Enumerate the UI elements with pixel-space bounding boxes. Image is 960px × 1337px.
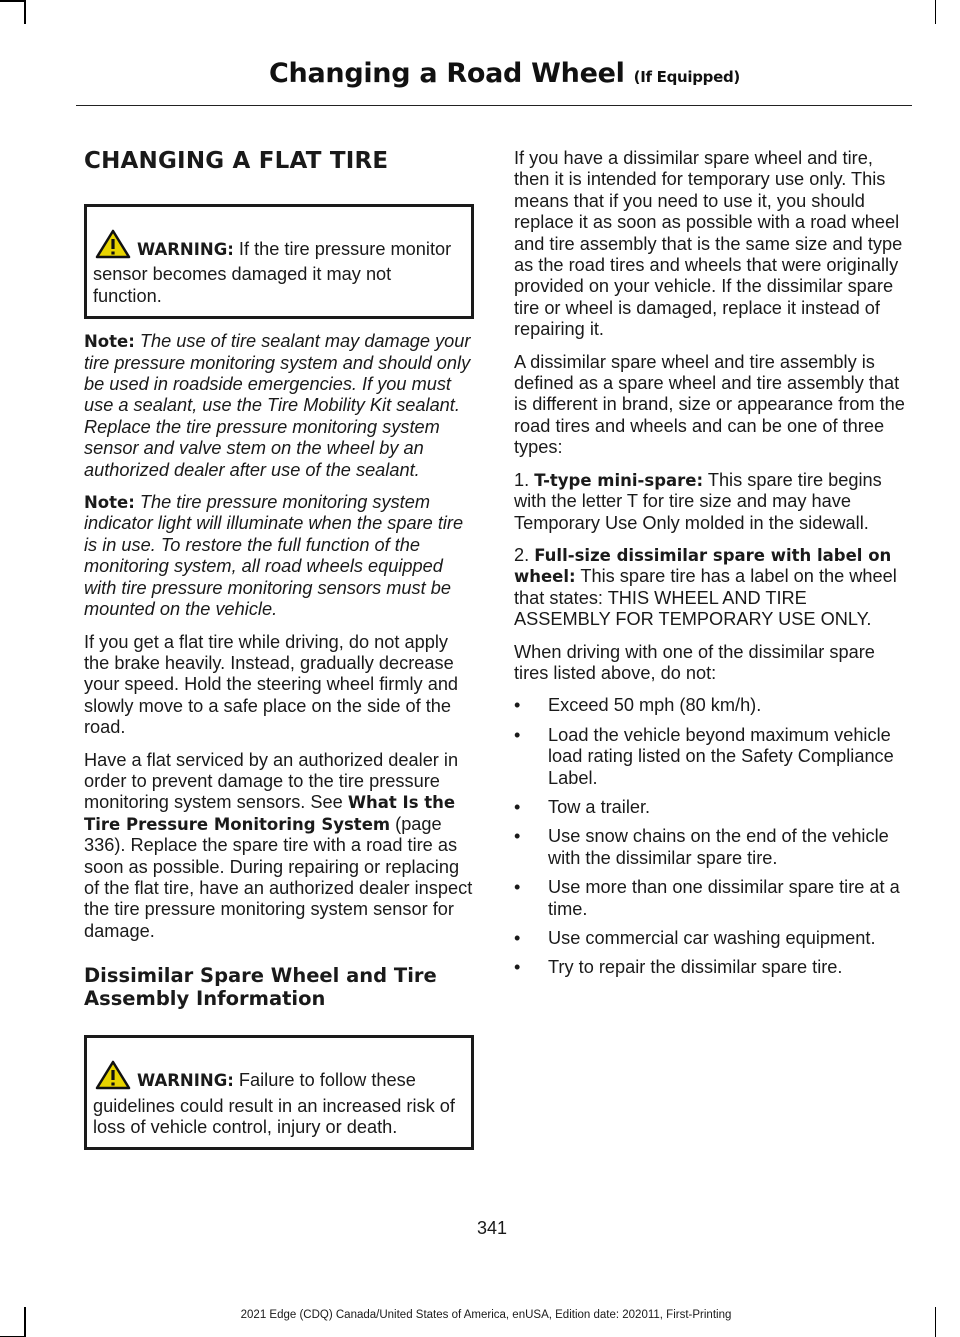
note-text: The tire pressure monitoring system indicator light will illuminate when the spare tire is in use. To restore the full function of the monitoring system, all road wheels equipped with tire pressure monitoring sensors must be mounted on the vehicle. (84, 492, 464, 620)
item-text: This spare tire begins with the letter T for tire size and may have Temporary Use Only molded in the sidewall. (514, 469, 882, 533)
page-reference: (page 336). (84, 813, 442, 856)
list-item-text: Use more than one dissimilar spare tire at a time. (548, 877, 900, 919)
right-column (514, 148, 906, 987)
note-text: The use of tire sealant may damage your tire pressure monitoring system and should only be used in roadside emergencies. If you must use a sealant, use the Tire Mobility Kit sealant. Replace the tire pressure monitoring system sensor and valve stem on the wheel by an authorized dealer after use of the sealant. (84, 331, 471, 480)
page-header-title (269, 58, 740, 89)
list-item-text: Use snow chains on the end of the vehicle with the dissimilar spare tire. (548, 826, 889, 868)
list-item (514, 826, 906, 869)
note-paragraph (84, 492, 474, 620)
body-paragraph: If you get a flat tire while driving, do not apply the brake heavily. Instead, gradually decrease your speed. Hold the steering wheel firmly and slowly move to a safe place on the side of the road. (84, 631, 459, 738)
bullet: • (514, 724, 521, 745)
numbered-item (514, 470, 906, 534)
crop-mark (935, 0, 937, 24)
footer-text: 2021 Edge (CDQ) Canada/United States of America, enUSA, Edition date: 202011, First-Printing (240, 1309, 732, 1321)
bullet: • (514, 877, 521, 898)
list-item-text: Try to repair the dissimilar spare tire. (548, 957, 843, 978)
cross-reference-link[interactable]: What Is the Tire Pressure Monitoring System (84, 793, 456, 834)
header-title-text: Changing a Road Wheel (269, 58, 625, 89)
bullet: • (514, 695, 521, 716)
item-label: Full-size dissimilar spare with label on wheel: (514, 545, 892, 587)
warning-text: Failure to follow these guidelines could result in an increased risk of loss of vehicle control, injury or death. (93, 1070, 455, 1137)
warning-triangle-icon (95, 1060, 131, 1095)
item-text: This spare tire has a label on the wheel that states: THIS WHEEL AND TIRE ASSEMBLY FOR TEMPORARY USE ONLY. (514, 566, 897, 630)
restriction-list (514, 695, 906, 978)
list-item-text: Load the vehicle beyond maximum vehicle load rating listed on the Safety Compliance Label. (548, 724, 894, 788)
page-number: 341 (476, 1218, 508, 1238)
numbered-item (514, 545, 906, 631)
body-paragraph: If you have a dissimilar spare wheel and tire, then it is intended for temporary use only. This means that if you need to use it, you should replace it as soon as possible with a road wheel and tire assembly that is the same size and type as the road tires and wheels that were originally provided on your vehicle. If the dissimilar spare tire or wheel is damaged, replace it instead of repairing it. (514, 148, 903, 340)
crop-mark (24, 0, 26, 24)
body-paragraph: A dissimilar spare wheel and tire assembly is defined as a spare wheel and tire assembly that is different in brand, size or appearance from the road tires and wheels and can be one of three types: (514, 351, 905, 458)
crop-mark (0, 0, 24, 2)
warning-text: If the tire pressure monitor sensor becomes damaged it may not function. (93, 239, 452, 306)
list-item-text: Exceed 50 mph (80 km/h). (548, 695, 762, 716)
item-number: 1. (514, 469, 530, 490)
bullet: • (514, 957, 521, 978)
list-item-text: Tow a trailer. (548, 796, 651, 817)
list-item (514, 877, 906, 920)
header-subtitle: (If Equipped) (633, 68, 740, 86)
warning-label: WARNING: (137, 240, 234, 259)
bullet: • (514, 928, 521, 948)
list-item (514, 957, 906, 978)
warning-triangle-icon (95, 229, 131, 264)
note-label: Note: (84, 493, 135, 513)
body-paragraph (84, 750, 474, 943)
list-item-text: Use commercial car washing equipment. (548, 928, 876, 948)
subsection-title: Dissimilar Spare Wheel and Tire Assembly Information (84, 964, 437, 1011)
warning-label: WARNING: (137, 1071, 234, 1091)
note-paragraph (84, 331, 474, 481)
bullet: • (514, 826, 521, 847)
body-paragraph: When driving with one of the dissimilar spare tires listed above, do not: (514, 641, 875, 683)
list-item (514, 928, 906, 949)
header-divider (76, 105, 912, 106)
body-text: Have a flat serviced by an authorized dealer in order to prevent damage to the tire pressure monitoring system sensors. See (84, 749, 459, 813)
warning-box (84, 204, 474, 319)
left-column (84, 140, 474, 1162)
list-item (514, 797, 906, 818)
list-item (514, 725, 906, 789)
body-text: Replace the spare tire with a road tire as soon as possible. During repairing or replacing of the flat tire, have an authorized dealer inspect the tire pressure monitoring system sensor for damage. (84, 835, 473, 941)
warning-box (84, 1035, 474, 1150)
note-label: Note: (84, 332, 135, 352)
section-title: CHANGING A FLAT TIRE (84, 148, 389, 174)
list-item (514, 695, 906, 716)
item-number: 2. (514, 544, 530, 565)
item-label: T-type mini-spare: (534, 470, 704, 490)
bullet: • (514, 796, 521, 817)
